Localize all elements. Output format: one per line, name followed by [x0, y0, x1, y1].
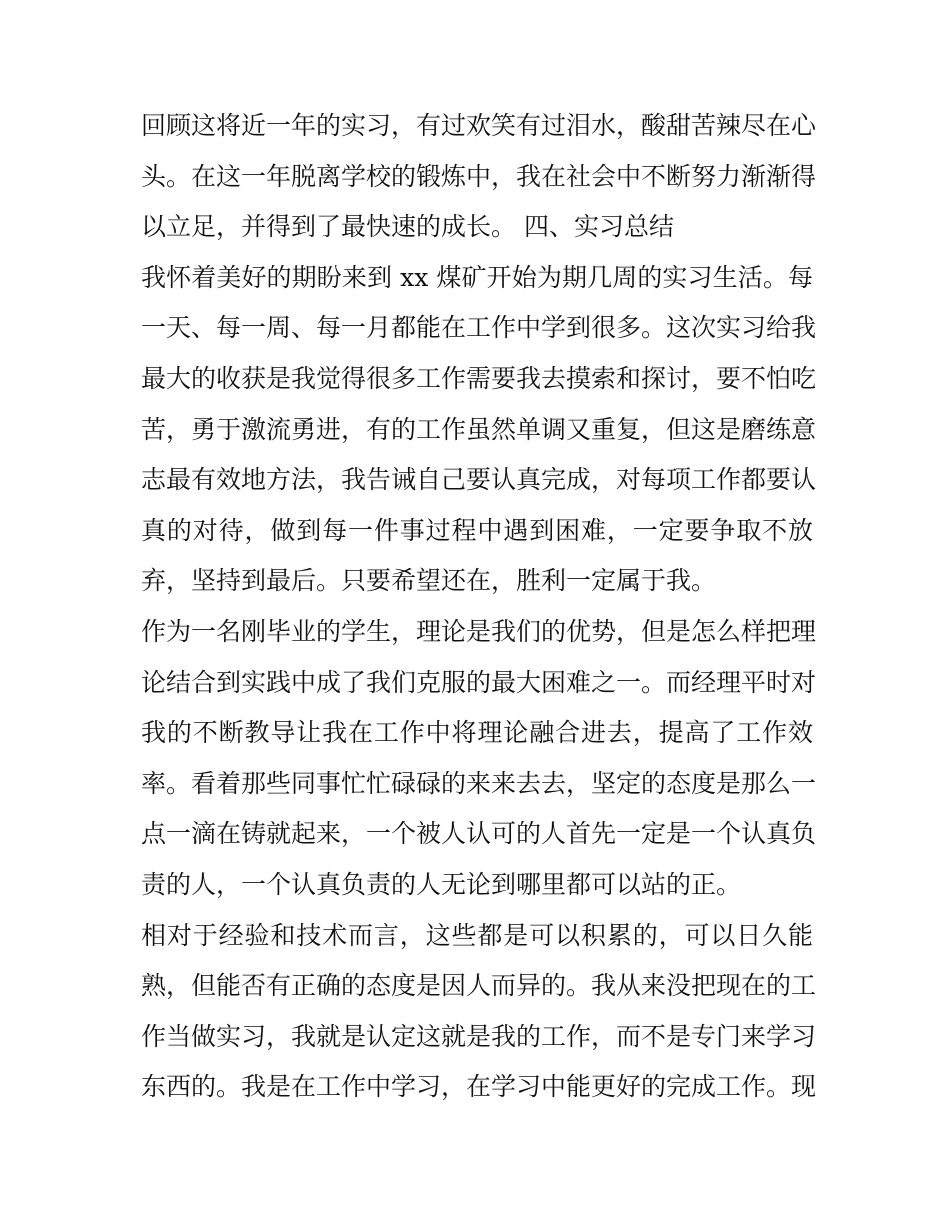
text-line: 率。看着那些同事忙忙碌碌的来来去去，坚定的态度是那么一	[141, 768, 817, 798]
text-line: 论结合到实践中成了我们克服的最大困难之一。而经理平时对	[141, 667, 817, 697]
text-line: 相对于经验和技术而言，这些都是可以积累的，可以日久能	[141, 920, 813, 950]
text-line: 以立足，并得到了最快速的成长。 四、实习总结	[141, 212, 674, 242]
text-line: 我怀着美好的期盼来到 xx 煤矿开始为期几周的实习生活。每	[141, 262, 813, 292]
document-body	[141, 101, 817, 1113]
text-line: 责的人，一个认真负责的人无论到哪里都可以站的正。	[141, 869, 742, 899]
text-line: 点一滴在铸就起来，一个被人认可的人首先一定是一个认真负	[141, 819, 817, 849]
text-line: 弃，坚持到最后。只要希望还在，胜利一定属于我。	[141, 566, 717, 596]
text-line: 东西的。我是在工作中学习，在学习中能更好的完成工作。现	[141, 1072, 817, 1102]
text-line: 志最有效地方法，我告诫自己要认真完成，对每项工作都要认	[141, 465, 817, 495]
text-line: 一天、每一周、每一月都能在工作中学到很多。这次实习给我	[141, 313, 817, 343]
text-line: 最大的收获是我觉得很多工作需要我去摸索和探讨，要不怕吃	[141, 363, 817, 393]
text-line: 头。在这一年脱离学校的锻炼中，我在社会中不断努力渐渐得	[141, 161, 817, 191]
text-line: 回顾这将近一年的实习，有过欢笑有过泪水，酸甜苦辣尽在心	[141, 111, 817, 140]
text-line: 我的不断教导让我在工作中将理论融合进去，提高了工作效	[141, 718, 813, 748]
text-line: 作为一名刚毕业的学生，理论是我们的优势，但是怎么样把理	[141, 616, 817, 646]
text-line: 真的对待，做到每一件事过程中遇到困难，一定要争取不放	[141, 515, 813, 545]
text-line: 苦，勇于激流勇进，有的工作虽然单调又重复，但这是磨练意	[141, 414, 817, 444]
text-line: 作当做实习，我就是认定这就是我的工作，而不是专门来学习	[141, 1021, 817, 1051]
text-line: 熟，但能否有正确的态度是因人而异的。我从来没把现在的工	[141, 971, 817, 1001]
